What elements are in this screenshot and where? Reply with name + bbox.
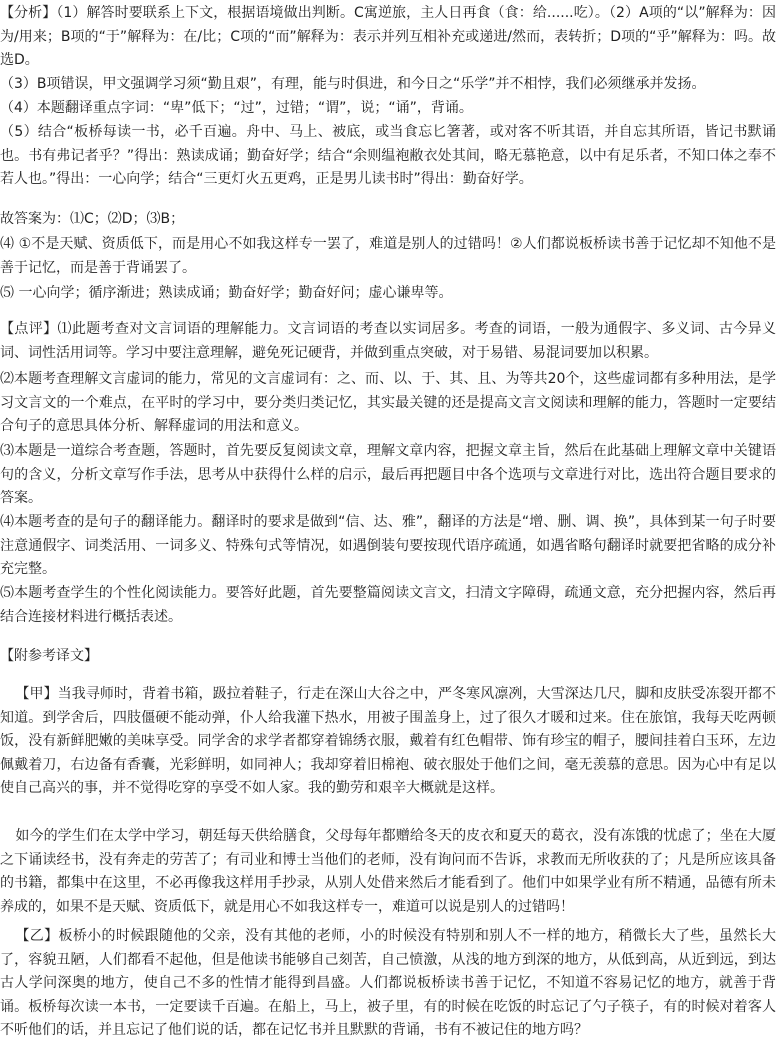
- analysis-paragraph-5: （5）结合“板桥每读一书，必千百遍。舟中、马上、被底，或当食忘匕箸著，或对客不听其语，并自忘其所语，皆记书默诵也。书有弗记者乎？”得出：熟读成诵；勤奋好学；结合“余则缊袍敝衣处其间，略无慕艳意，以中有足乐者，不知口体之奉不若人也。”得出：一心向学；结合“三更灯火五更鸡，正是男儿读书时”得出：勤奋好学。: [0, 124, 776, 187]
- answer-line-5: ⑸ 一心向学；循序渐进；熟读成诵；勤奋好学；勤奋好问；虚心谦卑等。: [0, 285, 453, 301]
- answer-line-4: ⑷ ①不是天赋、资质低下，而是用心不如我这样专一罢了，难道是别人的过错吗！②人们都说板桥读书善于记忆却不知他不是善于记忆，而是善于背诵罢了。: [0, 236, 776, 276]
- translation-yi-1: 【乙】板桥小的时候跟随他的父亲，没有其他的老师，小的时候没有特别和别人不一样的地方，稍微长大了些，虽然长大了，容貌丑陋，人们都看不起他，但是他读书能够自己刻苦，自己愤激，从浅的地方到深的地方，从低到高，从近到远，到达古人学问深奥的地方，使自己不多的性情才能得到昌盛。人们都说板桥读书善于记忆，不知道不容易记忆的地方，就善于背诵。板桥每次读一本书，一定要读千百遍。在船上，马上，被子里，有的时候在吃饭的时忘记了勺子筷子，有的时候对着客人不听他们的话，并且忘记了他们说的话，都在记忆书并且默默的背诵，书有不被记住的地方吗？: [0, 928, 776, 1038]
- comment-paragraph-1: 【点评】⑴此题考查对文言词语的理解能力。文言词语的考查以实词居多。考查的词语，一般为通假字、多义词、古今异义词、词性活用词等。学习中要注意理解，避免死记硬背，并做到重点突破，对于易错、易混词要加以积累。: [0, 321, 776, 361]
- comment-paragraph-5: ⑸本题考查学生的个性化阅读能力。要答好此题，首先要整篇阅读文言文，扫清文字障碍，疏通文意，充分把握内容，然后再结合连接材料进行概括表述。: [0, 585, 776, 625]
- analysis-paragraph-1: [0, 2, 776, 73]
- analysis-paragraph-4: （4）本题翻译重点字词：“卑”低下；“过”，过错；“谓”，说；“诵”，背诵。: [0, 100, 473, 116]
- comment-paragraph-4: ⑷本题考查的是句子的翻译能力。翻译时的要求是做到“信、达、雅”，翻译的方法是“增、删、调、换”，具体到某一句子时要注意通假字、词类活用、一词多义、特殊句式等情况，如遇倒装句要按现代语序疏通，如遇省略句翻译时就要把省略的成分补充完整。: [0, 514, 776, 577]
- comment-paragraph-3: ⑶本题是一道综合考查题，答题时，首先要反复阅读文章，理解文章内容，把握文章主旨，然后在此基础上理解文章中关键语句的含义，分析文章写作手法，思考从中获得什么样的启示，最后再把题目中各个选项与文章进行对比，选出符合题目要求的答案。: [0, 443, 776, 506]
- translation-jia-2: 如今的学生们在太学中学习，朝廷每天供给膳食，父母每年都赠给冬天的皮衣和夏天的葛衣，没有冻饿的忧虑了；坐在大厦之下诵读经书，没有奔走的劳苦了；有司业和博士当他们的老师，没有询问而不告诉，求教而无所收获的了；凡是所应该具备的书籍，都集中在这里，不必再像我这样用手抄录，从别人处借来然后才能看到了。他们中如果学业有所不精通，品德有所未养成的，如果不是天赋、资质低下，就是用心不如我这样专一，难道可以说是别人的过错吗！: [0, 828, 776, 915]
- analysis-paragraph-3: （3）B项错误，甲文强调学习须“勤且艰”，有理，能与时俱进，和今日之“乐学”并不相悖，我们必须继承并发扬。: [0, 76, 706, 92]
- answer-line-1: 故答案为：⑴C；⑵D；⑶B；: [0, 211, 185, 227]
- translation-heading: 【附参考译文】: [0, 648, 98, 664]
- analysis-text-1: （1）解答时要联系上下文，根据语境做出判断。C寓逆旅，主人日再食（食：给......吃）。（2）A项的“以”解释为：因为/用来；B项的“于”解释为：在/比；C项的“而”解释为：表示并列互相补充或递进/然而，表转折；D项的“乎”解释为：吗。故选D。: [0, 5, 776, 68]
- translation-jia-1: 【甲】当我寻师时，背着书箱，趿拉着鞋子，行走在深山大谷之中，严冬寒风凛冽，大雪深达几尺，脚和皮肤受冻裂开都不知道。到学舍后，四肢僵硬不能动弹，仆人给我灌下热水，用被子围盖身上，过了很久才暖和过来。住在旅馆，我每天吃两顿饭，没有新鲜肥嫩的美味享受。同学舍的求学者都穿着锦绣衣服，戴着有红色帽带、饰有珍宝的帽子，腰间挂着白玉环，左边佩戴着刀，右边备有香囊，光彩鲜明，如同神人；我却穿着旧棉袍、破衣服处于他们之间，毫无羡慕的意思。因为心中有足以使自己高兴的事，并不觉得吃穿的享受不如人家。我的勤劳和艰辛大概就是这样。: [0, 686, 776, 796]
- analysis-heading: 【分析】: [0, 5, 57, 21]
- comment-paragraph-2: ⑵本题考查理解文言虚词的能力，常见的文言虚词有：之、而、以、于、其、且、为等共20个，这些虚词都有多种用法，是学习文言文的一个难点，在平时的学习中，要分类归类记忆，其实最关键的还是提高文言文阅读和理解的能力，答题时一定要结合句子的意思具体分析、解释虚词的用法和意义。: [0, 371, 776, 434]
